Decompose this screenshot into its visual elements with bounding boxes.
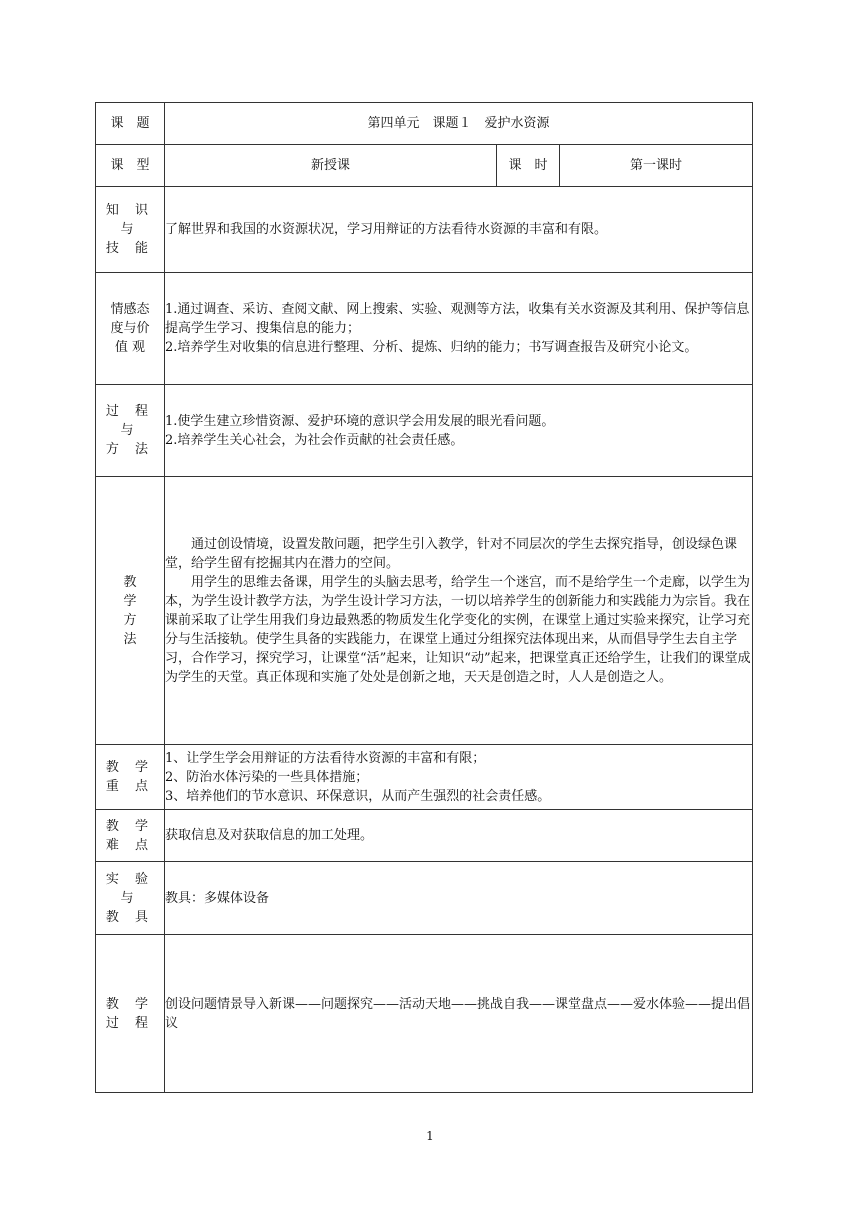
row-topic xyxy=(96,103,753,145)
method-label: 教 学 方 法 xyxy=(96,477,165,745)
type-label: 课 型 xyxy=(96,145,165,187)
tools-text: 教具：多媒体设备 xyxy=(165,862,753,935)
key-points-text: 1、让学生学会用辩证的方法看待水资源的丰富和有限； 2、防治水体污染的一些具体措施； 3、培养他们的节水意识、环保意识，从而产生强烈的社会责任感。 xyxy=(165,745,753,810)
topic-label: 课 题 xyxy=(96,103,165,145)
emotion-label: 情感态 度与价 值 观 xyxy=(96,273,165,385)
topic-value: 第四单元 课题１ 爱护水资源 xyxy=(165,103,753,145)
row-tools xyxy=(96,862,753,935)
process-label: 过 程 与 方 法 xyxy=(96,385,165,477)
row-method xyxy=(96,477,753,745)
row-teaching-process xyxy=(96,935,753,1093)
row-knowledge xyxy=(96,187,753,273)
knowledge-label: 知 识 与 技 能 xyxy=(96,187,165,273)
page-number: 1 xyxy=(426,1129,434,1143)
teaching-process-label: 教 学 过 程 xyxy=(96,935,165,1093)
row-process xyxy=(96,385,753,477)
type-value: 新授课 xyxy=(165,145,497,187)
row-type xyxy=(96,145,753,187)
hours-label: 课 时 xyxy=(497,145,560,187)
key-points-label: 教 学 重 点 xyxy=(96,745,165,810)
row-key-points xyxy=(96,745,753,810)
difficulty-text: 获取信息及对获取信息的加工处理。 xyxy=(165,810,753,862)
row-difficulty xyxy=(96,810,753,862)
method-text: 通过创设情境，设置发散问题，把学生引入教学，针对不同层次的学生去探究指导，创设绿色课堂，给学生留有挖掘其内在潜力的空间。 用学生的思维去备课，用学生的头脑去思考，给学生一个迷宫，而不是给学生一个走廊，以学生为本，为学生设计教学方法，为学生设计学习方法，一切以培养学生的创新能力和实践能力为宗旨。我在课前采取了让学生用我们身边最熟悉的物质发生化学变化的实例，在课堂上通过实验来探究，让学习充分与生活接轨。使学生具备的实践能力，在课堂上通过分组探究法体现出来，从而倡导学生去自主学习，合作学习，探究学习，让课堂“活”起来，让知识“动”起来，把课堂真正还给学生，让我们的课堂成为学生的天堂。真正体现和实施了处处是创新之地，天天是创造之时，人人是创造之人。 xyxy=(165,477,753,745)
process-text: 1.使学生建立珍惜资源、爱护环境的意识学会用发展的眼光看问题。 2.培养学生关心社会，为社会作贡献的社会责任感。 xyxy=(165,385,753,477)
difficulty-label: 教 学 难 点 xyxy=(96,810,165,862)
tools-label: 实 验 与 教 具 xyxy=(96,862,165,935)
knowledge-text: 了解世界和我国的水资源状况，学习用辩证的方法看待水资源的丰富和有限。 xyxy=(165,187,753,273)
teaching-process-text: 创设问题情景导入新课——问题探究——活动天地——挑战自我——课堂盘点——爱水体验——提出倡议 xyxy=(165,935,753,1093)
lesson-plan-table xyxy=(95,102,753,1093)
row-emotion xyxy=(96,273,753,385)
emotion-text: 1.通过调查、采访、查阅文献、网上搜索、实验、观测等方法，收集有关水资源及其利用、保护等信息提高学生学习、搜集信息的能力； 2.培养学生对收集的信息进行整理、分析、提炼、归纳的能力；书写调查报告及研究小论文。 xyxy=(165,273,753,385)
hours-value: 第一课时 xyxy=(560,145,753,187)
